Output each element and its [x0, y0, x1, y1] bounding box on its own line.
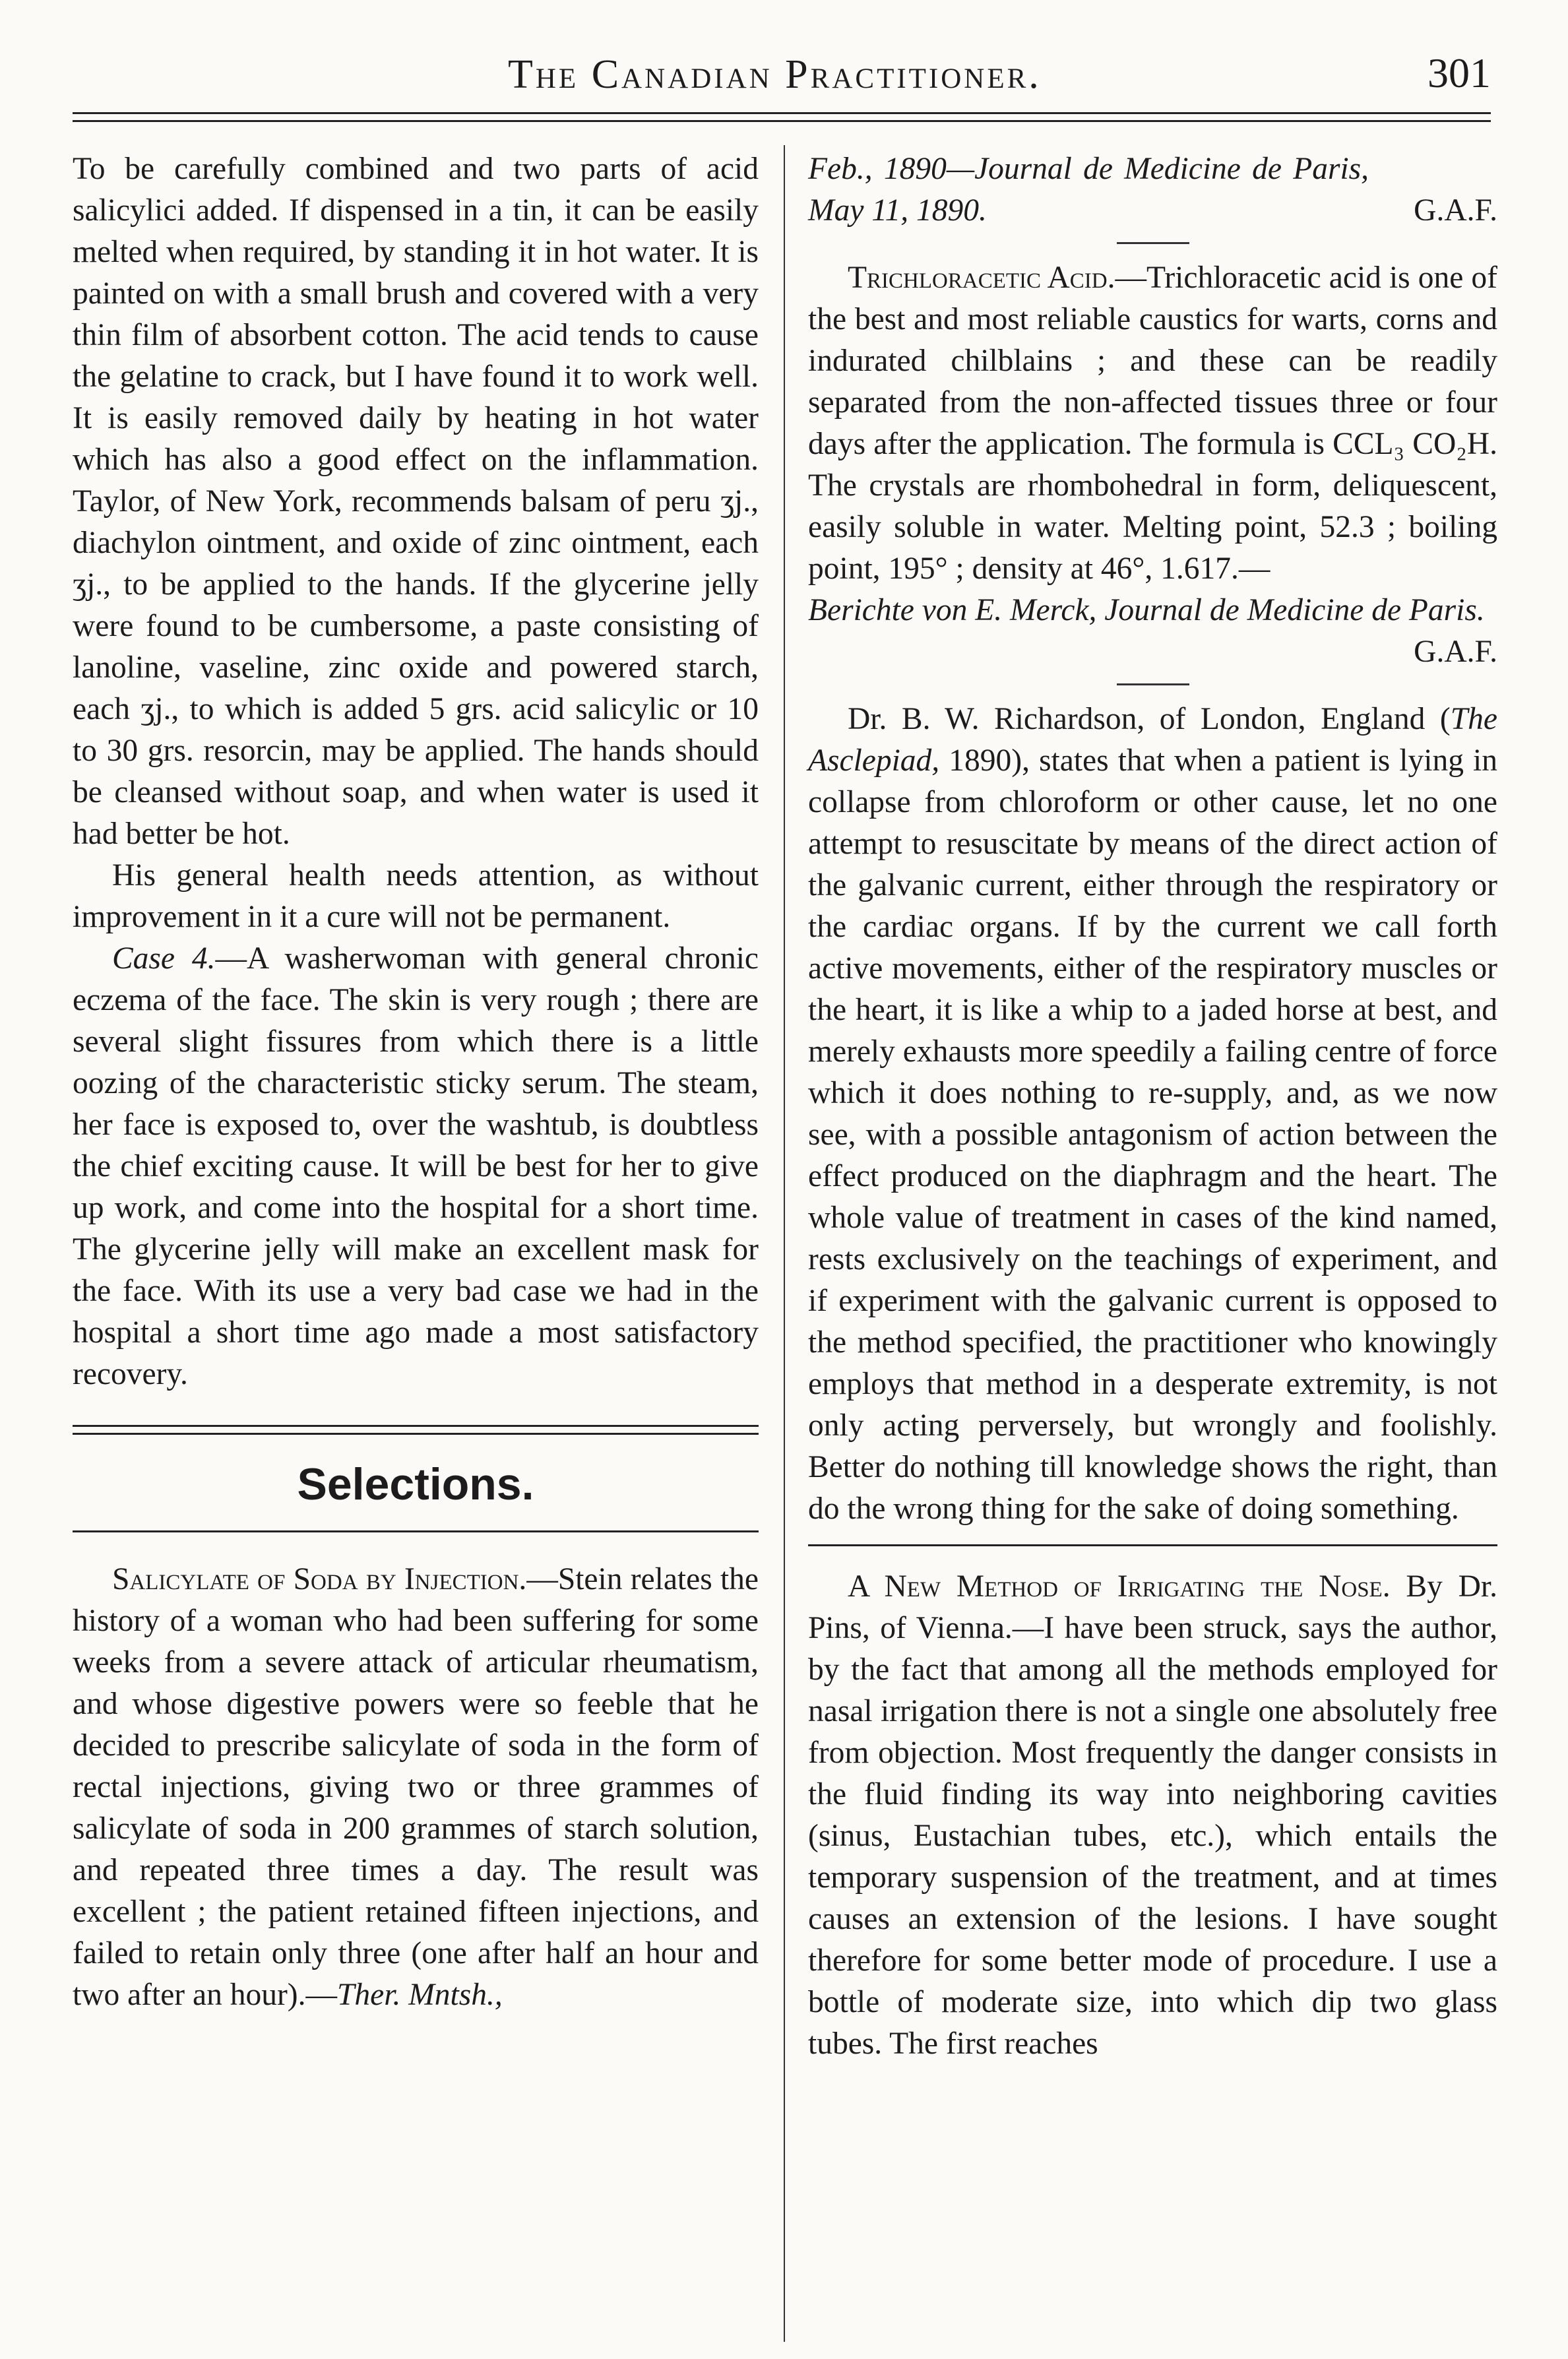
running-title: The Canadian Practitioner. — [508, 52, 1042, 97]
article-divider-2 — [1117, 683, 1189, 685]
article-title-salicylate: Salicylate of Soda by Injection. — [112, 1562, 527, 1596]
paragraph-case-4 — [73, 938, 759, 1395]
page-number: 301 — [1427, 49, 1491, 96]
trichloracetic-source: Berichte von E. Merck, Journal de Medicine de Paris. — [808, 593, 1485, 627]
paragraph-ointment-continuation: To be carefully combined and two parts of acid salicylici added. If dispensed in a tin, it can be easily melted when required, by standing it in hot water. It is painted on with a small brush and covered with a very thin film of absorbent cotton. The acid tends to cause the gelatine to crack, but I have found it to work well. It is easily removed daily by heating in hot water which has also a good effect on the inflammation. Taylor, of New York, recommends balsam of peru ʒj., diachylon ointment, and oxide of zinc ointment, each ʒj., to be applied to the hands. If the glycerine jelly were found to be cumbersome, a paste consisting of lanoline, vaseline, zinc oxide and powered starch, each ʒj., to which is added 5 grs. acid salicylic or 10 to 30 grs. resorcin, may be applied. The hands should be cleansed without soap, and when water is used it had better be hot. — [73, 152, 759, 851]
case-label: Case 4. — [112, 941, 216, 976]
richardson-intro: Dr. B. W. Richardson, of London, England ( — [848, 702, 1451, 736]
paragraph-general-health: His general health needs attention, as without improvement in it a cure will not be permanent. — [73, 858, 759, 934]
left-column — [73, 148, 759, 2016]
salicylate-text: —Stein relates the history of a woman who had been suffering for some weeks from a severe attack of articular rheumatism, and whose digestive powers were so feeble that he decided to prescribe salicylate of soda in the form of rectal injections, giving two or three grammes of salicylate of soda in 200 grammes of starch solution, and repeated three times a day. The result was excellent ; the patient retained fifteen injections, and failed to retain only three (one after half an hour and two after an hour).— — [73, 1562, 759, 2012]
salicylate-source: Ther. Mntsh., — [336, 1978, 503, 2012]
author-initials-trichloracetic: G.A.F. — [1414, 635, 1497, 669]
trichloracetic-initials-line — [808, 631, 1497, 673]
section-heading-selections: Selections. — [297, 1459, 534, 1509]
page-header — [73, 26, 1491, 99]
article-divider-3 — [808, 1544, 1497, 1546]
section-heading-rule — [73, 1530, 759, 1532]
header-rule — [73, 112, 1491, 122]
richardson-source: The Asclepiad, — [808, 702, 1497, 778]
nose-text: By Dr. Pins, of Vienna.—I have been struck, says the author, by the fact that among all the methods employed for nasal irrigation there is not a single one absolutely free from objection. Most frequently the danger consists in the fluid finding its way into neighboring cavities (sinus, Eustachian tubes, etc.), which entails the temporary suspension of the treatment, and at times causes an extension of the lesions. I have sought therefore for some better mode of procedure. I use a bottle of moderate size, into which dip two glass tubes. The first reaches — [808, 1569, 1497, 2061]
source-citation: Feb., 1890—Journal de Medicine de Paris, May 11, 1890. — [808, 152, 1369, 228]
trichloracetic-text: —Trichloracetic acid is one of the best and most reliable caustics for warts, corns and indurated chilblains ; and these can be readily separated from the non-affected tissues three or four days after the application. The formula is CCL₃ CO₂H. The crystals are rhombohedral in form, deliquescent, easily soluble in water. Melting point, 52.3 ; boiling point, 195° ; density at 46°, 1.617.— — [808, 261, 1497, 586]
paragraph-trichloracetic — [808, 257, 1497, 590]
article-title-trichloracetic: Trichloracetic Acid. — [848, 261, 1115, 295]
author-initials: G.A.F. — [1414, 193, 1497, 228]
article-title-nose: A New Method of Irrigating the Nose. — [848, 1569, 1391, 1604]
salicylate-source-continuation — [808, 148, 1497, 232]
richardson-text: 1890), states that when a patient is lying in collapse from chloroform or other cause, let no one attempt to resuscitate by means of the direct action of the galvanic current, either through the respiratory or the cardiac organs. If by the current we call forth active movements, either of the respiratory muscles or the heart, it is like a whip to a jaded horse at best, and merely exhausts more speedily a failing centre of force which it does nothing to re-supply, and, as we now see, with a possible antagonism of action between the effect produced on the diaphragm and the heart. The whole value of treatment in cases of the kind named, rests exclusively on the teachings of experiment, and if experiment with the galvanic current is opposed to the method specified, the practitioner who knowingly employs that method in a desperate extremity, is not only acting perversely, but wrongly and foolishly. Better do nothing till knowledge shows the right, than do the wrong thing for the sake of doing something. — [808, 743, 1497, 1526]
trichloracetic-source-line — [808, 590, 1497, 631]
article-divider — [1117, 242, 1189, 244]
right-column — [808, 148, 1497, 2065]
case-4-text: —A washerwoman with general chronic eczema of the face. The skin is very rough ; there are several slight fissures from which there is a little oozing of the characteristic sticky serum. The steam, her face is exposed to, over the washtub, is doubtless the chief exciting cause. It will be best for her to give up work, and come into the hospital for a short time. The glycerine jelly will make an excellent mask for the face. With its use a very bad case we had in the hospital a short time ago made a most satisfactory recovery. — [73, 941, 759, 1391]
section-separator-rule — [73, 1425, 759, 1435]
paragraph-nose-irrigation — [808, 1566, 1497, 2065]
paragraph-richardson — [808, 699, 1497, 1530]
column-divider — [784, 145, 785, 2342]
paragraph-salicylate — [73, 1559, 759, 2016]
